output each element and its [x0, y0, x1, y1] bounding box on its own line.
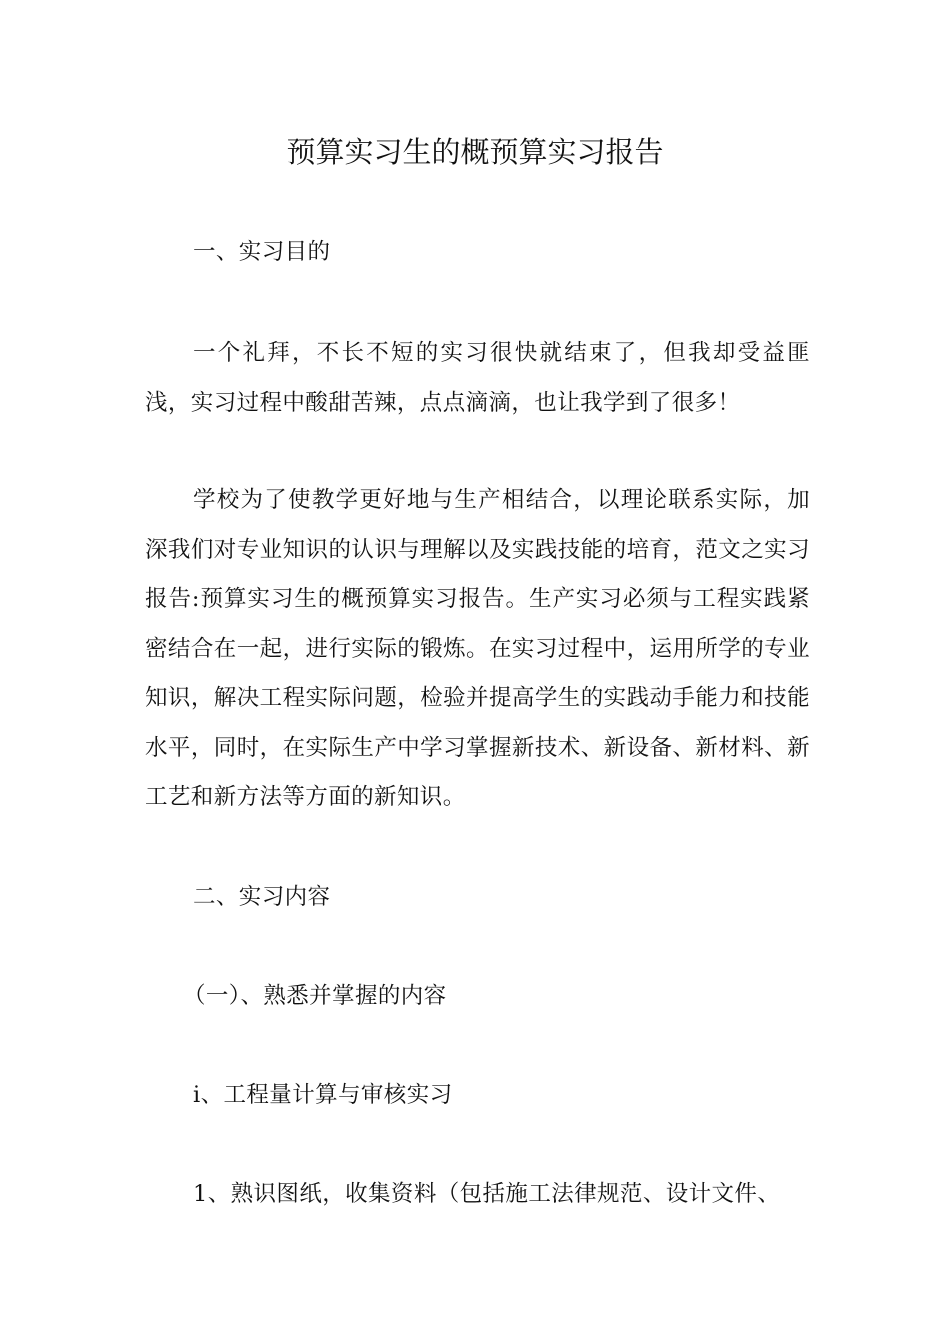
document-title: 预算实习生的概预算实习报告	[286, 135, 664, 169]
item-heading-quantity-calc: i、工程量计算与审核实习	[193, 1082, 453, 1108]
paragraph-purpose: 学校为了使教学更好地与生产相结合，以理论联系实际，加深我们对专业知识的认识与理解以及实践技能的培育，范文之实习报告:预算实习生的概预算实习报告。生产实习必须与工程实践紧密结合在一起，进行实际的锻炼。在实习过程中，运用所学的专业知识，解决工程实际问题，检验并提高学生的实践动手能力和技能水平，同时，在实际生产中学习掌握新技术、新设备、新材料、新工艺和新方法等方面的新知识。	[145, 487, 810, 810]
section-heading-purpose: 一、实习目的	[193, 239, 331, 265]
list-item-drawings: 1、熟识图纸，收集资料（包括施工法律规范、设计文件、	[193, 1181, 781, 1207]
subsection-heading-familiar: （一）、熟悉并掌握的内容	[183, 983, 447, 1009]
section-heading-content: 二、实习内容	[193, 884, 331, 910]
paragraph-intro: 一个礼拜，不长不短的实习很快就结束了，但我却受益匪浅，实习过程中酸甜苦辣，点点滴滴，也让我学到了很多！	[145, 340, 810, 416]
